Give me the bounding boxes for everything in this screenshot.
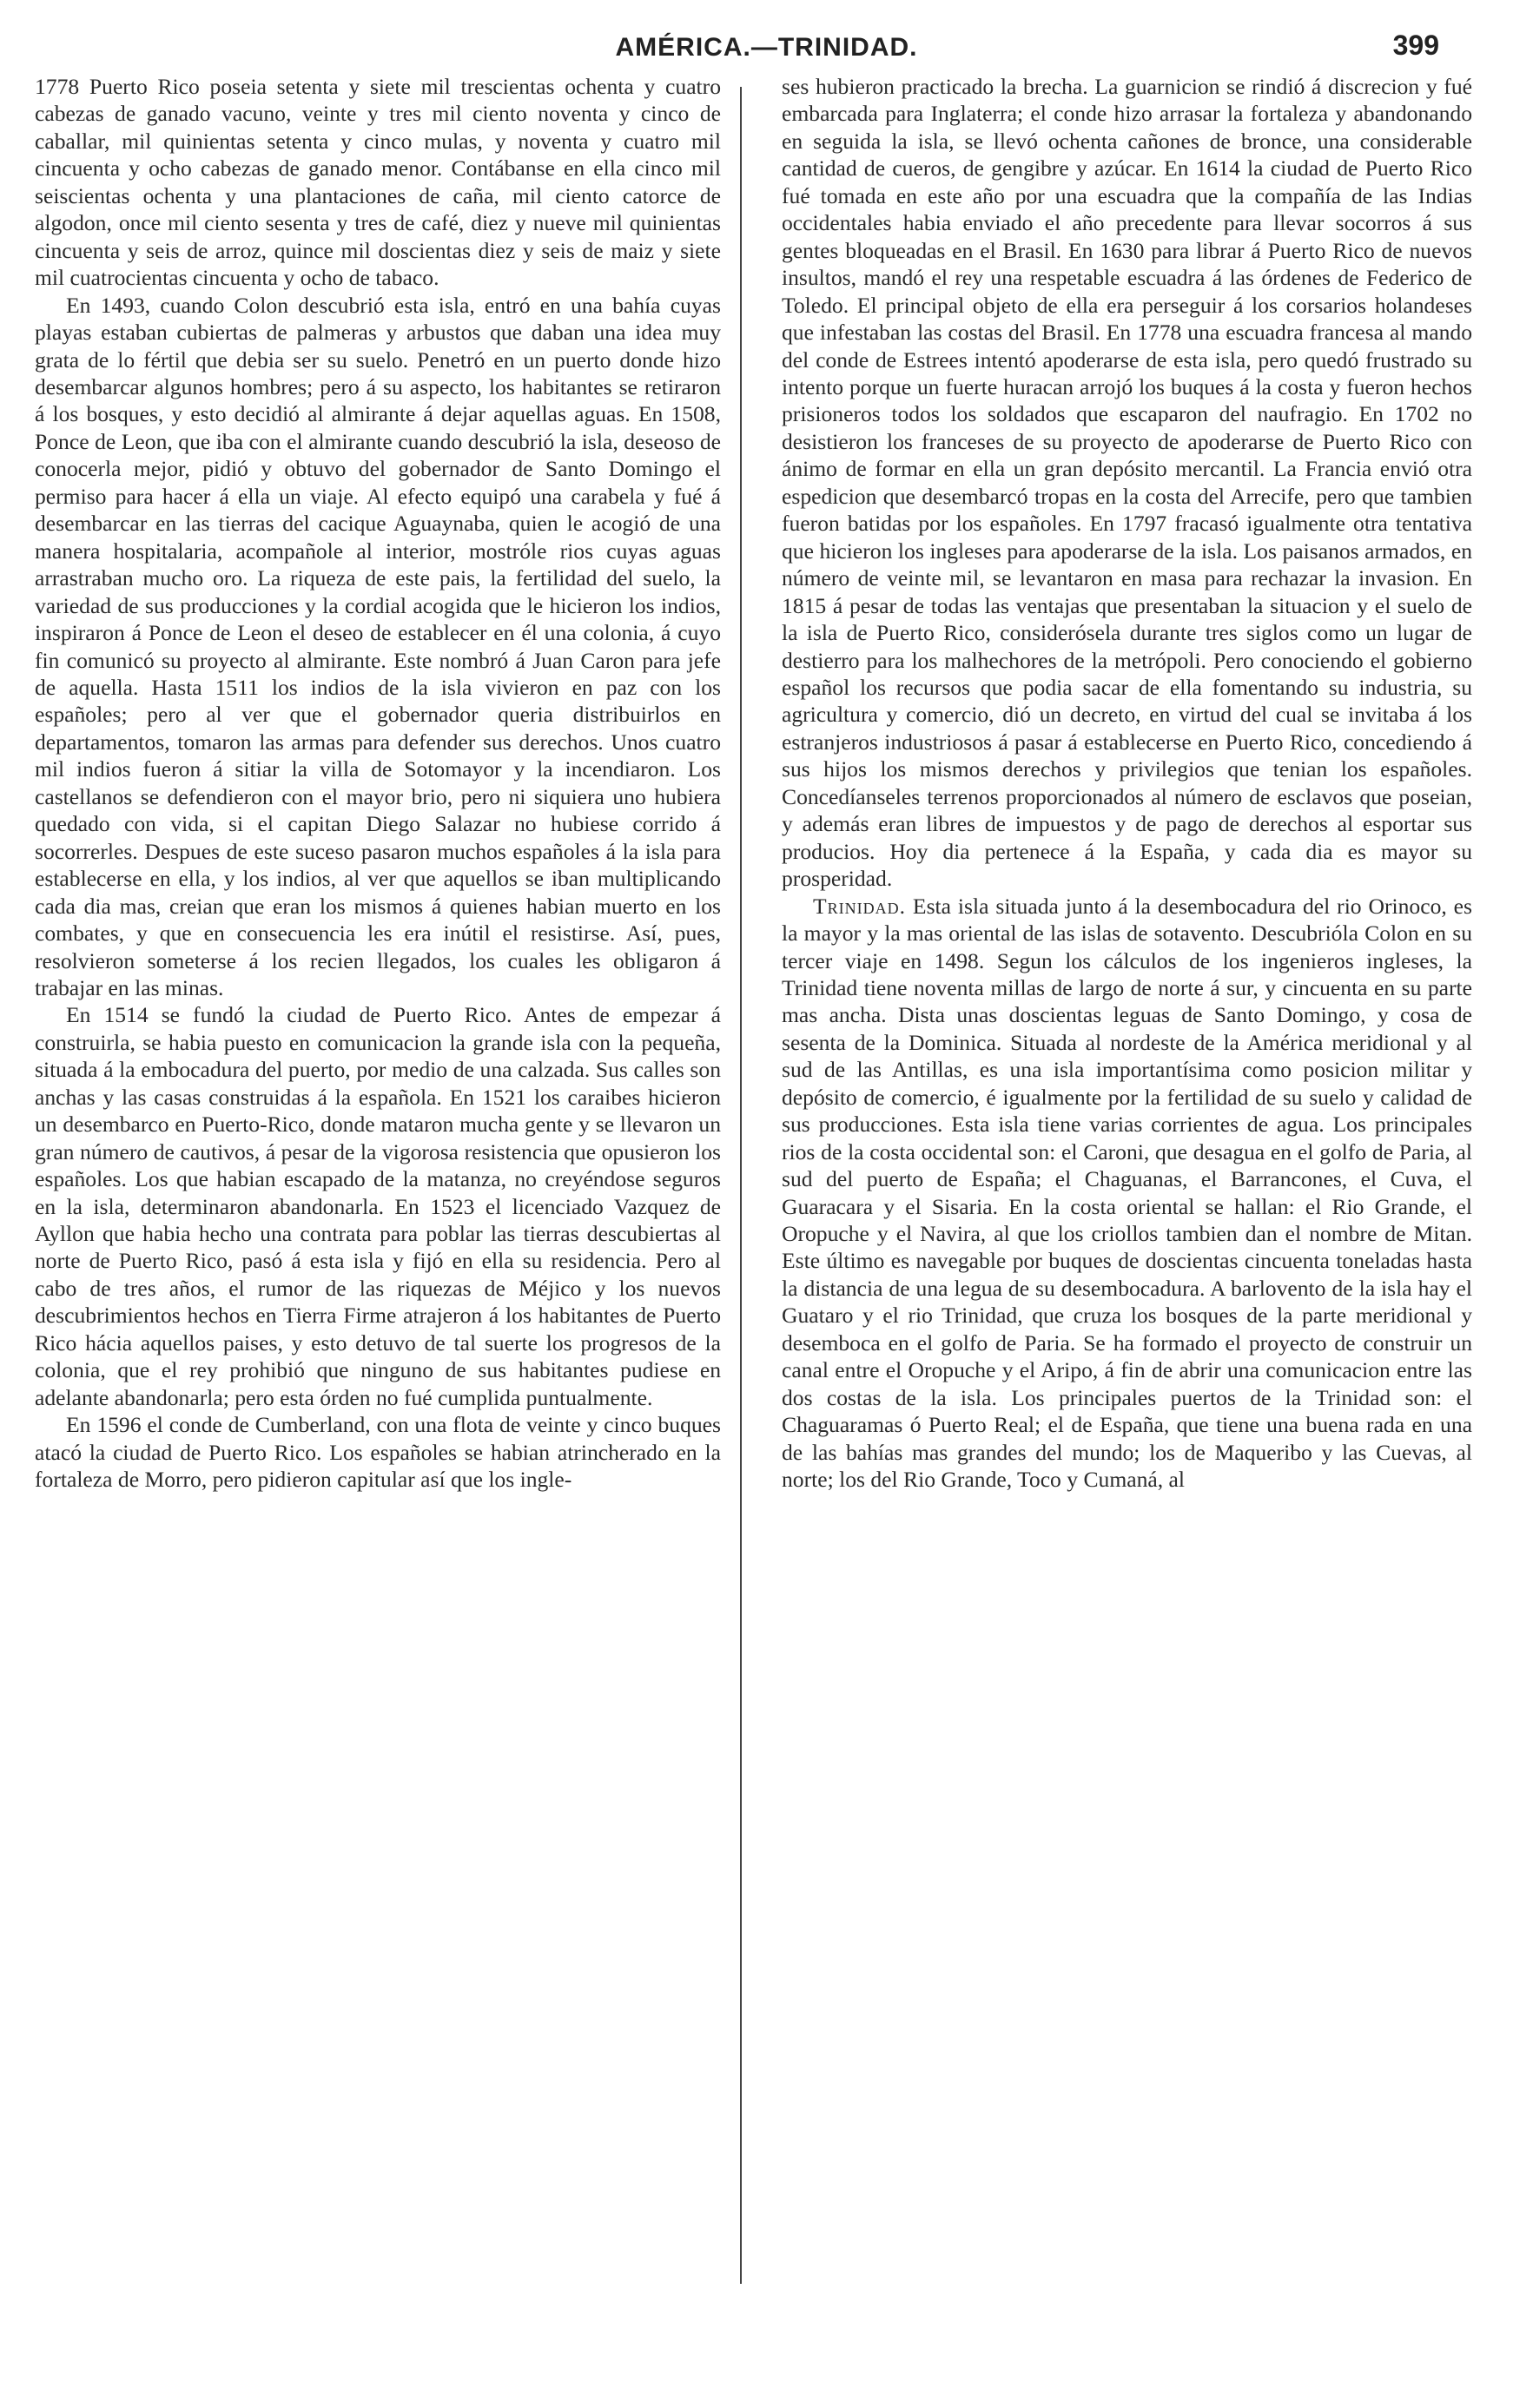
paragraph-trinidad [782, 893, 1472, 1494]
paragraph-discovery: En 1493, cuando Colon descubrió esta isla, entró en una bahía cuyas playas estaban cubiertas de palmeras y arbustos que daban una idea muy grata de lo fértil que debia ser su suelo. Penetró en un puerto donde hizo desembarcar algunos hombres; pero á su aspecto, los habitantes se retiraron á los bosques, y esto decidió al almirante á dejar aquellas aguas. En 1508, Ponce de Leon, que iba con el almirante cuando descubrió la isla, deseoso de conocerla mejor, pidió y obtuvo del gobernador de Santo Domingo el permiso para hacer á ella un viaje. Al efecto equipó una carabela y fué á desembarcar en las tierras del cacique Aguaynaba, quien le acogió de una manera hospitalaria, acompañole al interior, mostróle rios cuyas aguas arrastraban mucho oro. La riqueza de este pais, la fertilidad del suelo, la variedad de sus producciones y la cordial acogida que le hicieron los indios, inspiraron á Ponce de Leon el deseo de establecer en él una colonia, á cuyo fin comunicó su proyecto al almirante. Este nombró á Juan Caron para jefe de aquella. Hasta 1511 los indios de la isla vivieron en paz con los españoles; pero al ver que el gobernador queria distribuirlos en departamentos, tomaron las armas para defender sus derechos. Unos cuatro mil indios fueron á sitiar la villa de Sotomayor y la incendiaron. Los castellanos se defendieron con el mayor brio, pero ni siquiera uno hubiera quedado con vida, si el capitan Diego Salazar no hubiese corrido á socorrerles. Despues de este suceso pasaron muchos españoles á la isla para establecerse en ella, y los indios, al ver que aquellos se iban multiplicando cada dia mas, creian que eran los mismos á quienes habian muerto en los combates, y que en consecuencia les era inútil el resistirse. Así, pues, resolvieron someterse á los recien llegados, los cuales les obligaron á trabajar en las minas. [35, 292, 721, 1000]
paragraph-statistics: 1778 Puerto Rico poseia setenta y siete mil trescientas ochenta y cuatro cabezas de ganado vacuno, veinte y tres mil ciento noventa y cinco de caballar, mil quinientas setenta y cinco mulas, y noventa y cuatro mil cincuenta y ocho cabezas de ganado menor. Contábanse en ella cinco mil seiscientas ochenta y una plantaciones de caña, mil ciento catorce de algodon, once mil ciento sesenta y tres de café, diez y nueve mil quinientas cincuenta y seis de arroz, quince mil doscientas diez y seis de maiz y siete mil cuatrocientas cincuenta y ocho de tabaco. [35, 74, 721, 291]
right-column [782, 73, 1472, 1494]
paragraph-trinidad-text: Esta isla situada junto á la desembocadura del rio Orinoco, es la mayor y la mas oriental de las islas de sotavento. Descubrióla Colon en su tercer viaje en 1498. Segun los cálculos de los ingenieros ingleses, la Trinidad tiene noventa millas de largo de norte á sur, y cincuenta en su parte mas ancha. Dista unas doscientas leguas de Santo Domingo, y cosa de sesenta de la Dominica. Situada al nordeste de la América meridional y al sud de las Antillas, es una isla importantísima como posicion militar y depósito de comercio, é igualmente por la fertilidad de su suelo y calidad de sus producciones. Esta isla tiene varias corrientes de agua. Los principales rios de la costa occidental son: el Caroni, que desagua en el golfo de Paria, al sud del puerto de España; el Chaguanas, el Barrancones, el Cuva, el Guaracara y el Sisaria. En la costa oriental se hallan: el Rio Grande, el Oropuche y el Navira, al que los criollos tambien dan el nombre de Mitan. Este último es navegable por buques de doscientas cincuenta toneladas hasta la distancia de una legua de su desembocadura. A barlovento de la isla hay el Guataro y el rio Trinidad, que cruza los bosques de la parte meridional y desemboca en el golfo de Paria. Se ha formado el proyecto de construir un canal entre el Oropuche y el Aripo, á fin de abrir una comunicacion entre las dos costas de la isla. Los principales puertos de la Trinidad son: el Chaguaramas ó Puerto Real; el de España, que tiene una buena rada en una de las bahías mas grandes del mundo; los de Maqueribo y las Cuevas, al norte; los del Rio Grande, Toco y Cumaná, al [782, 893, 1472, 1493]
paragraph-history-continued: ses hubieron practicado la brecha. La guarnicion se rindió á discrecion y fué embarcada para Inglaterra; el conde hizo arrasar la fortaleza y abandonando en seguida la isla, se llevó ochenta cañones de bronce, una considerable cantidad de cueros, de gengibre y azúcar. En 1614 la ciudad de Puerto Rico fué tomada en este año por una escuadra que la compañía de las Indias occidentales habia enviado el año precedente para llevar socorros á sus gentes bloqueadas en el Brasil. En 1630 para librar á Puerto Rico de nuevos insultos, mandó el rey una respetable escuadra á las órdenes de Federico de Toledo. El principal objeto de ella era perseguir á los corsarios holandeses que infestaban las costas del Brasil. En 1778 una escuadra francesa al mando del conde de Estrees intentó apoderarse de esta isla, pero quedó frustrado su intento porque un fuerte huracan arrojó los buques á la costa y fueron hechos prisioneros todos los soldados que escaparon del naufragio. En 1702 no desistieron los franceses de su proyecto de apoderarse de Puerto Rico con ánimo de formar en ella un gran depósito mercantil. La Francia envió otra espedicion que desembarcó tropas en la costa del Arrecife, pero que tambien fueron batidas por los españoles. En 1797 fracasó igualmente otra tentativa que hicieron los ingleses para apoderarse de la isla. Los paisanos armados, en número de veinte mil, se levantaron en masa para rechazar la invasion. En 1815 á pesar de todas las ventajas que presentaban la situacion y el suelo de la isla de Puerto Rico, considerósela durante tres siglos como un lugar de destierro para los malhechores de la metrópoli. Pero conociendo el gobierno español los recursos que podia sacar de ella fomentando su industria, su agricultura y comercio, dió un decreto, en virtud del cual se invitaba á los estranjeros industriosos á pasar á establecerse en Puerto Rico, concediendo á sus hijos los mismos derechos y privilegios que tenian los españoles. Concedíanseles terrenos proporcionados al número de esclavos que poseian, y además eran libres de impuestos y de pago de derechos al esportar sus producios. Hoy dia pertenece á la España, y cada dia es mayor su prosperidad. [782, 74, 1472, 892]
section-lead-trinidad: Trinidad. [813, 893, 907, 919]
left-column [35, 73, 721, 1494]
paragraph-founding: En 1514 se fundó la ciudad de Puerto Rico. Antes de empezar á construirla, se habia puesto en comunicacion la grande isla con la pequeña, situada á la embocadura del puerto, por medio de una calzada. Sus calles son anchas y las casas construidas á la española. En 1521 los caraibes hicieron un desembarco en Puerto-Rico, donde mataron mucha gente y se llevaron un gran número de cautivos, á pesar de la vigorosa resistencia que opusieron los españoles. Los que habian escapado de la matanza, no creyéndose seguros en la isla, determinaron abandonarla. En 1523 el licenciado Vazquez de Ayllon que habia hecho una contrata para poblar las tierras descubiertas al norte de Puerto Rico, pasó á esta isla y fijó en ella su residencia. Pero al cabo de tres años, el rumor de las riquezas de Méjico y los nuevos descubrimientos hechos en Tierra Firme atrajeron á los habitantes de Puerto Rico hácia aquellos paises, y esto detuvo de tal suerte los progresos de la colonia, que el rey prohibió que ninguno de sus habitantes pudiese en adelante abandonarla; pero esta órden no fué cumplida puntualmente. [35, 1002, 721, 1410]
page-header [0, 30, 1533, 68]
page-number: 399 [1392, 30, 1439, 61]
paragraph-cumberland: En 1596 el conde de Cumberland, con una flota de veinte y cinco buques atacó la ciudad de Puerto Rico. Los españoles se habian atrincherado en la fortaleza de Morro, pero pidieron capitular así que los ingle- [35, 1412, 721, 1493]
column-divider [740, 87, 742, 2284]
running-head: AMÉRICA.—TRINIDAD. [615, 33, 918, 62]
